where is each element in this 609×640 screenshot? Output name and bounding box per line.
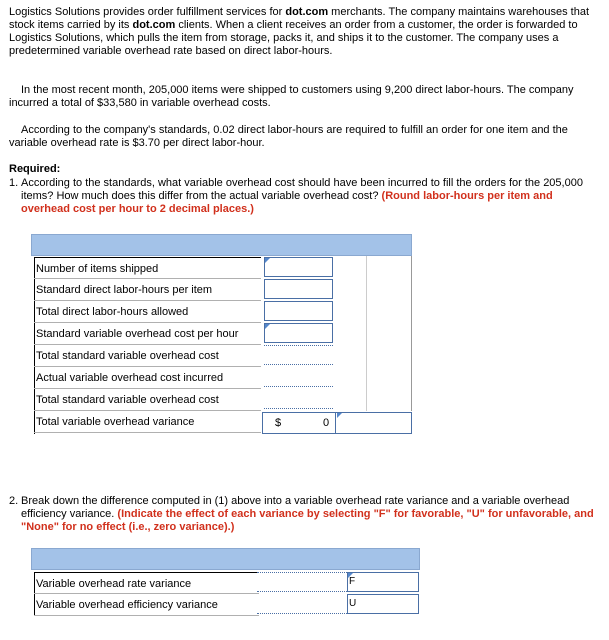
total-variance-value: 0 (323, 417, 330, 429)
question-1-number: 1. (9, 177, 19, 189)
table-row: Standard direct labor-hours per item (34, 279, 261, 301)
efficiency-variance-effect-select[interactable] (347, 594, 419, 614)
table-row: Variable overhead rate variance (34, 572, 259, 594)
table-header (31, 548, 420, 570)
standards-paragraph: According to the company's standards, 0.02 direct labor-hours are required to fulfill an order for one item and the variable overhead rate is $3.70 per direct labor-hour. (9, 124, 568, 149)
overhead-cost-per-hour-input[interactable] (264, 323, 333, 343)
table-row: Total variable overhead variance (34, 411, 261, 433)
total-standard-overhead-input[interactable] (264, 345, 333, 365)
question-1-text: According to the standards, what variable overhead cost should have been incurred to fill the orders for the 205,000 items? How much does this differ from the actual variable overhead cost? (21, 177, 583, 202)
table-row: Standard variable overhead cost per hour (34, 323, 261, 345)
data-paragraph: In the most recent month, 205,000 items were shipped to customers using 9,200 direct labor-hours. The company incurred a total of $33,580 in variable overhead costs. (9, 84, 574, 109)
question-2-note: (Indicate the effect of each variance by selecting "F" for favorable, "U" for unfavorable, and "None" for no effect (i.e., zero variance).) (21, 508, 594, 533)
question-1 (9, 177, 599, 216)
required-heading: Required: (9, 163, 61, 175)
efficiency-variance-input[interactable] (257, 594, 347, 614)
labor-hours-per-item-input[interactable] (264, 279, 333, 299)
rate-variance-effect-value: F (349, 576, 356, 587)
efficiency-variance-effect-value: U (349, 598, 357, 609)
rate-variance-effect-select[interactable] (347, 572, 419, 592)
question-2 (9, 495, 599, 534)
currency-symbol: $ (275, 417, 282, 429)
table-row: Variable overhead efficiency variance (34, 594, 259, 616)
standard-cost-table (31, 234, 412, 435)
table-row: Number of items shipped (34, 257, 261, 279)
intro-paragraph: Logistics Solutions provides order fulfillment services for dot.com merchants. The company maintains warehouses that stock items carried by its dot.com clients. When a client receives an order from a customer, the order is forwarded to Logistics Solutions, which pulls the item from storage, packs it, and ships it to the customer. The company uses a predetermined variable overhead rate based on direct labor-hours. (9, 6, 589, 57)
question-2-number: 2. (9, 495, 19, 507)
total-standard-overhead-input-2[interactable] (264, 389, 333, 409)
table-row: Total standard variable overhead cost (34, 389, 261, 411)
variance-breakdown-table (31, 548, 420, 618)
total-variance-field[interactable] (262, 412, 412, 434)
table-row: Total standard variable overhead cost (34, 345, 261, 367)
table-header (31, 234, 412, 256)
table-row: Actual variable overhead cost incurred (34, 367, 261, 389)
actual-overhead-input[interactable] (264, 367, 333, 387)
items-shipped-input[interactable] (264, 257, 333, 277)
question-1-note: (Round labor-hours per item and overhead cost per hour to 2 decimal places.) (21, 190, 553, 215)
rate-variance-input[interactable] (257, 572, 347, 592)
table-row: Total direct labor-hours allowed (34, 301, 261, 323)
question-2-text: Break down the difference computed in (1) above into a variable overhead rate variance and a variable overhead efficiency variance. (21, 495, 570, 520)
total-labor-hours-input[interactable] (264, 301, 333, 321)
